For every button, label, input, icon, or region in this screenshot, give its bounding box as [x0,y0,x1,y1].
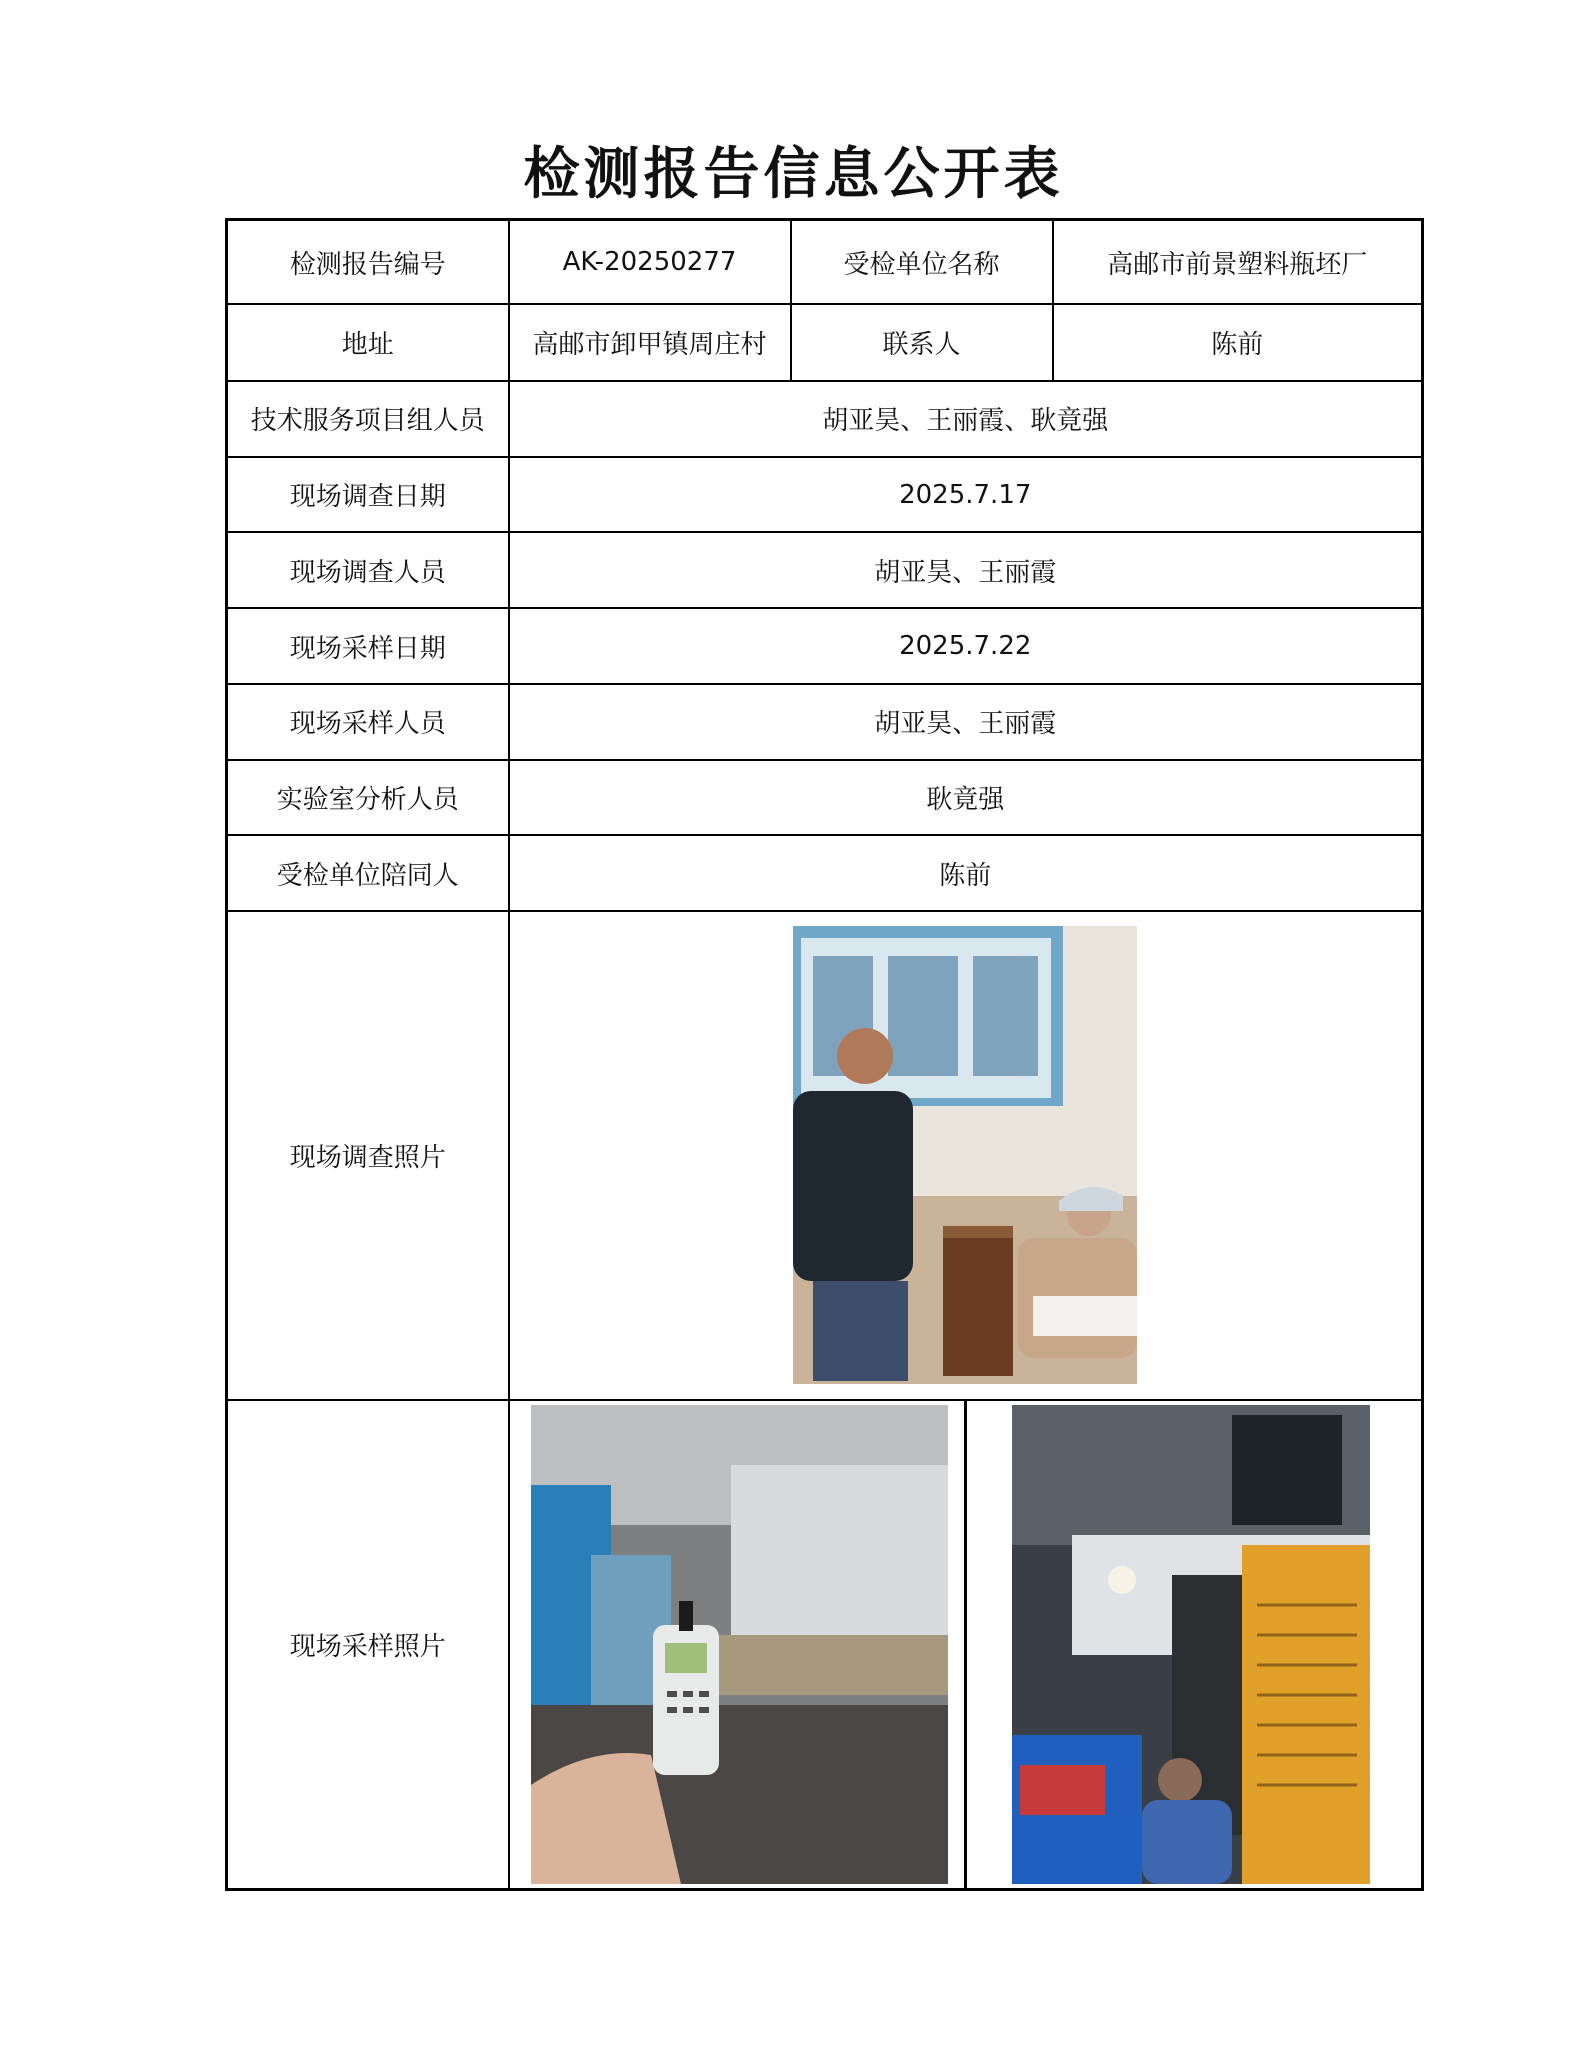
sampling-date-label: 现场采样日期 [227,608,509,684]
unit-value: 高邮市前景塑料瓶坯厂 [1053,220,1423,305]
report-no-label: 检测报告编号 [227,220,509,305]
address-label: 地址 [227,304,509,381]
survey-date-label: 现场调查日期 [227,457,509,533]
report-no-value: AK-20250277 [509,220,791,305]
contact-label: 联系人 [791,304,1053,381]
sampling-staff-value: 胡亚昊、王丽霞 [509,684,1423,760]
sampling-photo-2-frame [967,1401,1415,1888]
unit-label: 受检单位名称 [791,220,1053,305]
contact-value: 陈前 [1053,304,1423,381]
sampling-date-value: 2025.7.22 [509,608,1423,684]
survey-photo-label: 现场调查照片 [227,911,509,1400]
team-value: 胡亚昊、王丽霞、耿竟强 [509,381,1423,457]
lab-staff-value: 耿竟强 [509,760,1423,836]
team-label: 技术服务项目组人员 [227,381,509,457]
survey-date-value: 2025.7.17 [509,457,1423,533]
office-survey-photo-icon [793,926,1137,1384]
survey-staff-label: 现场调查人员 [227,532,509,608]
page-title: 检测报告信息公开表 [523,142,1064,207]
escort-value: 陈前 [509,835,1423,911]
sampling-photos-cell [509,1400,1423,1890]
survey-staff-value: 胡亚昊、王丽霞 [509,532,1423,608]
compressor-sampling-photo-icon [1012,1405,1370,1884]
sampling-staff-label: 现场采样人员 [227,684,509,760]
sampling-photo-label: 现场采样照片 [227,1400,509,1890]
survey-photo-cell [509,911,1423,1400]
escort-label: 受检单位陪同人 [227,835,509,911]
report-info-table [225,218,1424,1891]
sampling-photo-1-frame [516,1401,967,1888]
address-value: 高邮市卸甲镇周庄村 [509,304,791,381]
lab-staff-label: 实验室分析人员 [227,760,509,836]
sound-level-meter-photo-icon [531,1405,948,1884]
